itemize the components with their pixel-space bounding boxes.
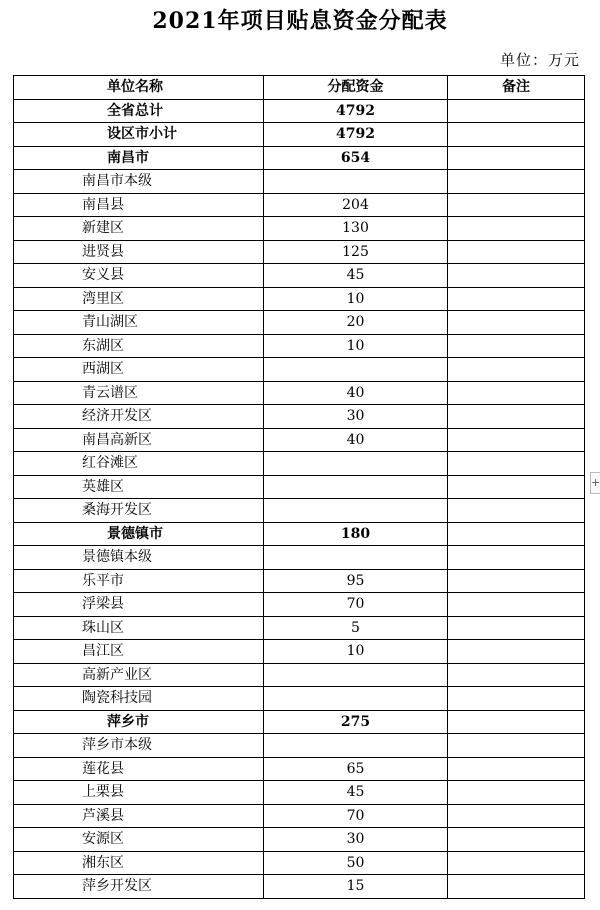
cell-note [448,851,585,875]
table-row [14,640,585,664]
table-row [14,217,585,241]
table-row [14,264,585,288]
cell-note [448,405,585,429]
cell-note [448,217,585,241]
cell-amount [264,546,448,570]
table-row [14,734,585,758]
table-row [14,804,585,828]
table-row [14,875,585,899]
cell-note [448,499,585,523]
cell-unit-name: 桑海开发区 [14,499,264,523]
table-row [14,710,585,734]
header-row [14,76,585,100]
cell-amount: 65 [264,757,448,781]
cell-unit-name: 昌江区 [14,640,264,664]
cell-note [448,381,585,405]
cell-note [448,616,585,640]
cell-note [448,334,585,358]
cell-amount: 10 [264,287,448,311]
cell-amount [264,734,448,758]
cell-amount: 4792 [264,123,448,147]
cell-amount: 5 [264,616,448,640]
header-unit-name: 单位名称 [14,76,264,100]
cell-amount: 70 [264,593,448,617]
cell-amount [264,452,448,476]
cell-unit-name: 景德镇市 [14,522,264,546]
cell-amount [264,475,448,499]
table-row [14,146,585,170]
table-row [14,123,585,147]
cell-unit-name: 南昌高新区 [14,428,264,452]
cell-amount [264,358,448,382]
cell-amount: 204 [264,193,448,217]
cell-unit-name: 红谷滩区 [14,452,264,476]
cell-note [448,99,585,123]
cell-unit-name: 湾里区 [14,287,264,311]
table-row [14,475,585,499]
cell-unit-name: 萍乡开发区 [14,875,264,899]
table-row [14,428,585,452]
cell-amount: 275 [264,710,448,734]
cell-note [448,710,585,734]
header-note: 备注 [448,76,585,100]
cell-amount: 654 [264,146,448,170]
cell-unit-name: 青云谱区 [14,381,264,405]
page-title: 2021年项目贴息资金分配表 [152,8,448,34]
cell-note [448,146,585,170]
table-row [14,687,585,711]
cell-note [448,687,585,711]
cell-amount: 180 [264,522,448,546]
cell-unit-name: 新建区 [14,217,264,241]
cell-note [448,663,585,687]
cell-note [448,640,585,664]
cell-note [448,311,585,335]
cell-amount [264,687,448,711]
cell-amount: 40 [264,428,448,452]
table-row [14,757,585,781]
cell-amount: 15 [264,875,448,899]
cell-amount: 30 [264,405,448,429]
table-header [14,76,585,100]
unit-label: 单位：万元 [499,51,580,69]
table-row [14,381,585,405]
cell-note [448,875,585,899]
cell-amount [264,170,448,194]
cell-note [448,546,585,570]
table-row [14,452,585,476]
cell-unit-name: 萍乡市本级 [14,734,264,758]
table-row [14,781,585,805]
cell-amount: 50 [264,851,448,875]
cell-amount: 30 [264,828,448,852]
table-row [14,334,585,358]
cell-amount: 45 [264,264,448,288]
cell-note [448,781,585,805]
plus-icon[interactable]: + [590,472,600,494]
cell-amount: 10 [264,640,448,664]
cell-unit-name: 南昌县 [14,193,264,217]
cell-amount: 4792 [264,99,448,123]
cell-note [448,428,585,452]
cell-unit-name: 青山湖区 [14,311,264,335]
cell-unit-name: 高新产业区 [14,663,264,687]
cell-unit-name: 西湖区 [14,358,264,382]
cell-unit-name: 东湖区 [14,334,264,358]
cell-note [448,287,585,311]
cell-note [448,193,585,217]
cell-amount: 20 [264,311,448,335]
allocation-table [13,75,585,899]
cell-amount: 45 [264,781,448,805]
cell-unit-name: 芦溪县 [14,804,264,828]
cell-note [448,593,585,617]
table-body [14,99,585,898]
table-row [14,546,585,570]
cell-unit-name: 安源区 [14,828,264,852]
cell-note [448,475,585,499]
cell-amount [264,499,448,523]
cell-note [448,264,585,288]
cell-note [448,828,585,852]
cell-unit-name: 陶瓷科技园 [14,687,264,711]
cell-note [448,569,585,593]
cell-unit-name: 乐平市 [14,569,264,593]
cell-unit-name: 安义县 [14,264,264,288]
table-row [14,593,585,617]
cell-amount: 125 [264,240,448,264]
cell-amount [264,663,448,687]
cell-note [448,522,585,546]
cell-note [448,757,585,781]
cell-unit-name: 进贤县 [14,240,264,264]
cell-unit-name: 全省总计 [14,99,264,123]
table-row [14,851,585,875]
cell-unit-name: 景德镇本级 [14,546,264,570]
table-row [14,828,585,852]
cell-unit-name: 英雄区 [14,475,264,499]
table-row [14,569,585,593]
cell-note [448,452,585,476]
cell-unit-name: 莲花县 [14,757,264,781]
table-row [14,170,585,194]
table-row [14,663,585,687]
table-row [14,405,585,429]
cell-unit-name: 经济开发区 [14,405,264,429]
cell-note [448,240,585,264]
table-row [14,240,585,264]
cell-amount: 95 [264,569,448,593]
cell-unit-name: 浮梁县 [14,593,264,617]
cell-unit-name: 珠山区 [14,616,264,640]
cell-note [448,358,585,382]
cell-note [448,123,585,147]
table-row [14,99,585,123]
table-row [14,522,585,546]
cell-note [448,170,585,194]
cell-amount: 10 [264,334,448,358]
header-amount: 分配资金 [264,76,448,100]
cell-amount: 130 [264,217,448,241]
cell-unit-name: 设区市小计 [14,123,264,147]
cell-unit-name: 南昌市 [14,146,264,170]
table-row [14,193,585,217]
table-row [14,287,585,311]
cell-note [448,804,585,828]
cell-unit-name: 上栗县 [14,781,264,805]
table-row [14,616,585,640]
cell-unit-name: 南昌市本级 [14,170,264,194]
table-row [14,499,585,523]
table-row [14,358,585,382]
cell-unit-name: 湘东区 [14,851,264,875]
cell-note [448,734,585,758]
cell-unit-name: 萍乡市 [14,710,264,734]
cell-amount: 70 [264,804,448,828]
table-row [14,311,585,335]
cell-amount: 40 [264,381,448,405]
